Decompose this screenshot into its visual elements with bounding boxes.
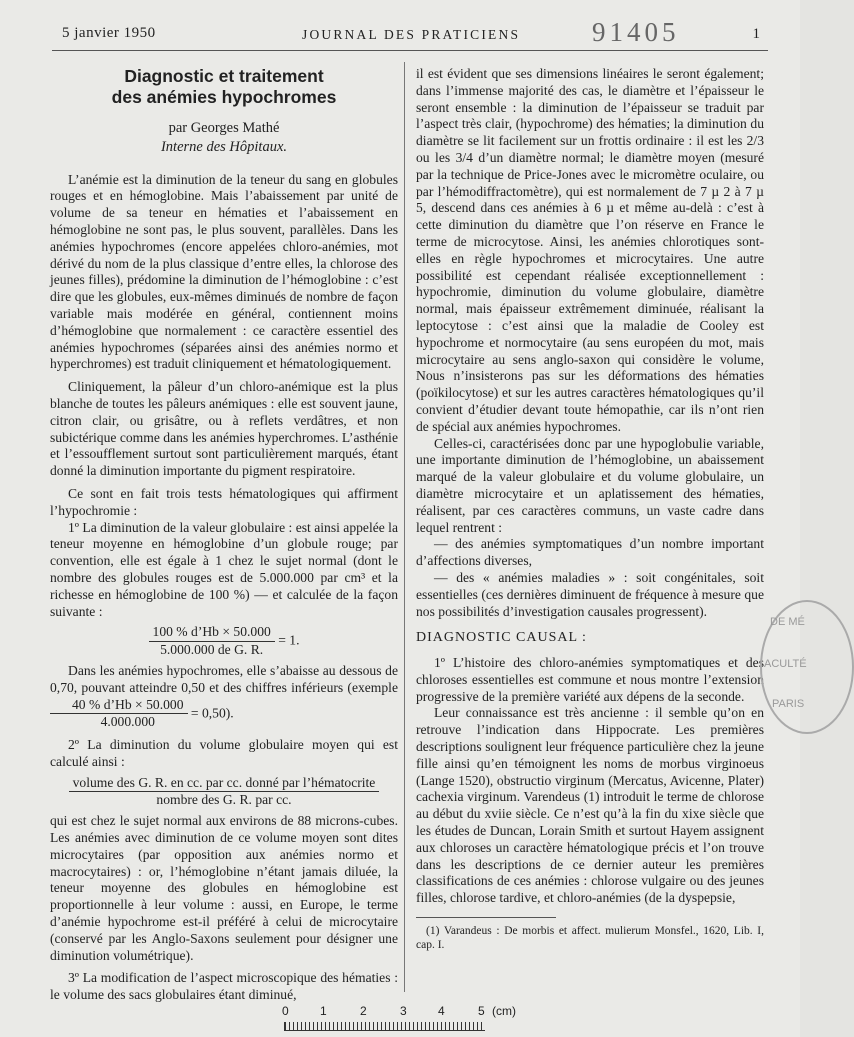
- fraction-denominator: nombre des G. R. par cc.: [156, 792, 292, 808]
- header-rule: [52, 50, 768, 51]
- paragraph: Celles-ci, caractérisées donc par une hypoglobulie variable, une importante diminution de l’hémoglobine, un abaissement marqué de la valeur globulaire et du volume globulaire, un diamètre microcytaire et un aplatissement des hématies, réalisent, par ces caractères communs, un vaste cadre dans lequel rentrent :: [416, 435, 764, 535]
- scale-label: 5: [478, 1004, 485, 1018]
- fraction-denominator: 5.000.000 de G. R.: [160, 642, 264, 658]
- column-divider: [404, 62, 405, 992]
- scale-label: 2: [360, 1004, 367, 1018]
- paragraph-text: Dans les anémies hypochromes, elle s’abaisse au dessous de 0,70, pouvant atteindre 0,50 et des chiffres inférieurs (exemple: [50, 662, 398, 695]
- stamp-text: DE MÉ: [770, 616, 805, 628]
- paragraph: 2º La diminution du volume globulaire moyen qui est calculé ainsi :: [50, 737, 398, 769]
- paragraph: — des anémies symptomatiques d’un nombre important d’affections diverses,: [416, 536, 764, 569]
- byline: par Georges Mathé: [168, 120, 280, 136]
- paragraph: — des « anémies maladies » : soit congénitales, soit essentielles (ces dernières diminuent de fréquence à mesure que nos possibilités d’investigation causales progressent).: [416, 569, 764, 619]
- journal-title: JOURNAL DES PRATICIENS: [302, 27, 521, 42]
- right-column: [416, 66, 764, 952]
- paragraph: 1º L’histoire des chloro-anémies symptomatiques et des chloroses essentielles est commune et nous montre l’extension progressive de la première variété aux dépens de la seconde.: [416, 655, 764, 704]
- section-heading: DIAGNOSTIC CAUSAL :: [416, 630, 587, 646]
- paragraph: 1º La diminution de la valeur globulaire : est ainsi appelée la teneur moyenne en hémoglobine d’un globule rouge; par convention, elle est égale à 1 chez le sujet normal (dont le nombre des globules rouges est de 5.000.000 par cm³ et la richesse en hémoglobine de 100 %) — et calculée de la façon suivante :: [50, 519, 398, 619]
- scale-ruler: [282, 1004, 516, 1032]
- equation-result: = 1.: [278, 632, 300, 648]
- paragraph: qui est chez le sujet normal aux environs de 88 microns-cubes. Les anémies avec diminution de ce volume moyen sont dites microcytaires (par opposition aux anémies normo et macrocytaires) : or, l’hémoglobine n’étant jamais diluée, la teneur moyenne des globules en hémoglobine est proportionnelle à leur volume : aussi, en Europe, le terme d’anémie hypochrome est-il préféré à celui de microcytaire (conservé par les Anglo-Saxons seulement pour désigner une diminution volumétrique).: [50, 813, 398, 963]
- paragraph: Cliniquement, la pâleur d’un chloro-anémique est la plus blanche de toutes les pâleurs anémiques : elle est souvent jaune, citron clair, ou grisâtre, ou à reflets verdâtres, et non subictérique comme dans les anémies hyperchromes. L’asthénie et l’essoufflement surtout sont particulièrement marqués, étant donné la diminution importante du pigment respiratoire.: [50, 379, 398, 479]
- paragraph: il est évident que ses dimensions linéaires le seront également; dans l’immense majorité des cas, le diamètre et l’épaisseur le seront ensemble : la diminution de l’épaisseur se traduit par l’aspect très clair, (hypochrome) des hématies; la diminution du diamètre se lit facilement sur un frottis ordinaire : il est les 2/3 ou les 3/4 d’un diamètre normal; le diamètre moyen (mesuré par la technique de Price-Jones avec le micromètre oculaire, ou par l’hémodiffractomètre), qui est normalement de 7 µ 2 à 7 µ 5, descend dans ces anémies à 6 µ et même au-delà : c’est à cette diminution du diamètre que l’on réserve en France le terme de microcytose. Ainsi, les anémies chlorotiques sont-elles en règle hypochromes et microcytaires. Une autre possibilité est cependant réalisée exceptionnellement : hypochromie, diminution du volume globulaire, diamètre normal, mais épaisseur extrêmement diminuée, réalisant la leptocytose : c’est ainsi que la maladie de Cooley est hypochrome et normocytaire (au sens européen du mot, mais microcytaire au sens anglo-saxon qui considère le volume, Nous n’insisterons pas sur les déformations des hématies (poïkilocytose) et sur les autres caractères hématologiques qu’il convient d’étudier devant toute hémopathie, car ils n’ont rien de spécial aux anémies hypochromes.: [416, 66, 764, 434]
- title-line-1: Diagnostic et traitement: [124, 66, 324, 86]
- equation-result: = 0,50).: [190, 704, 234, 720]
- paragraph: Ce sont en fait trois tests hématologiques qui affirment l’hypochromie :: [50, 485, 398, 518]
- fraction: [69, 775, 380, 810]
- paragraph: [50, 663, 398, 731]
- affiliation: Interne des Hôpitaux.: [160, 138, 288, 155]
- scale-bar: [284, 1022, 485, 1031]
- fraction: [50, 697, 188, 732]
- stamp-text: PARIS: [772, 698, 805, 710]
- footnote-rule: [416, 917, 556, 918]
- scale-label: 1: [320, 1004, 327, 1018]
- article-title: [50, 66, 398, 108]
- scale-label: 4: [438, 1004, 445, 1018]
- scale-label: 0: [282, 1004, 289, 1018]
- left-column: [50, 66, 398, 1004]
- paragraph: L’anémie est la diminution de la teneur du sang en globules rouges et en hémoglobine. Mais l’abaissement par unité de volume de sa teneur en hématies et l’abaissement en hémoglobine ne sont pas, le plus souvent, parallèles. Dans les anémies hypochromes (encore appelées chloro-anémies, mot dérivé du nom de la plus classique d’entre elles, la chlorose des jeunes filles), prédomine la diminution de l’hémoglobine : c’est dire que les globules, eux-mêmes diminués de nombre de façon variable mais modérée en général, contiennent moins d’hémoglobine que normalement : ce caractère essentiel des anémies hypochromes (séparées ainsi des anémies normo et hyperchromes) est traduit cliniquement et hématologiquement.: [50, 171, 398, 372]
- issue-number: 91405: [592, 17, 680, 47]
- fraction-numerator: volume des G. R. en cc. par cc. donné par l’hématocrite: [69, 775, 380, 793]
- equation-valeur-globulaire: [50, 624, 398, 659]
- library-stamp: [760, 600, 854, 734]
- stamp-text: ACULTÉ: [764, 658, 807, 670]
- equation-volume-globulaire: [50, 775, 398, 810]
- fraction: [149, 624, 275, 659]
- page-header: [62, 17, 772, 48]
- paragraph: Leur connaissance est très ancienne : il semble qu’on en retrouve l’indication dans Hippocrate. Les premières descriptions soulignent leur fréquence particulière chez la jeune fille ainsi qu’en témoignent les noms de morbus virginoeus (Lange 1520), obstructio virginum (Mercatus, Avicenne, Plater) cachexia virginum. Varendeus (1) introduit le terme de chlorose au début du xviie siècle. Ce n’est qu’à la fin du xixe siècle que les études de Duncan, Lorain Smith et surtout Hayem assignent aux chloroses un caractère hématologique précis et l’on trouve dans les descriptions de ce dernier auteur les premières classifications de ces anémies : chlorose vulgaire ou des jeunes filles, chlorose tardive, et chloro-anémies (de la dyspepsie,: [416, 705, 764, 906]
- fraction-denominator: 4.000.000: [100, 714, 155, 730]
- page-number: 1: [752, 26, 760, 42]
- title-line-2: des anémies hypochromes: [111, 87, 337, 107]
- scale-label: 3: [400, 1004, 407, 1018]
- footnote: (1) Varandeus : De morbis et affect. mulierum Monsfel., 1620, Lib. I, cap. I.: [416, 925, 764, 952]
- paragraph: 3º La modification de l’aspect microscopique des hématies : le volume des sacs globulaires étant diminué,: [50, 970, 398, 1003]
- header-date: 5 janvier 1950: [62, 25, 156, 41]
- fraction-numerator: 40 % d’Hb × 50.000: [50, 697, 188, 715]
- scale-unit: (cm): [492, 1004, 516, 1018]
- fraction-numerator: 100 % d’Hb × 50.000: [149, 624, 275, 642]
